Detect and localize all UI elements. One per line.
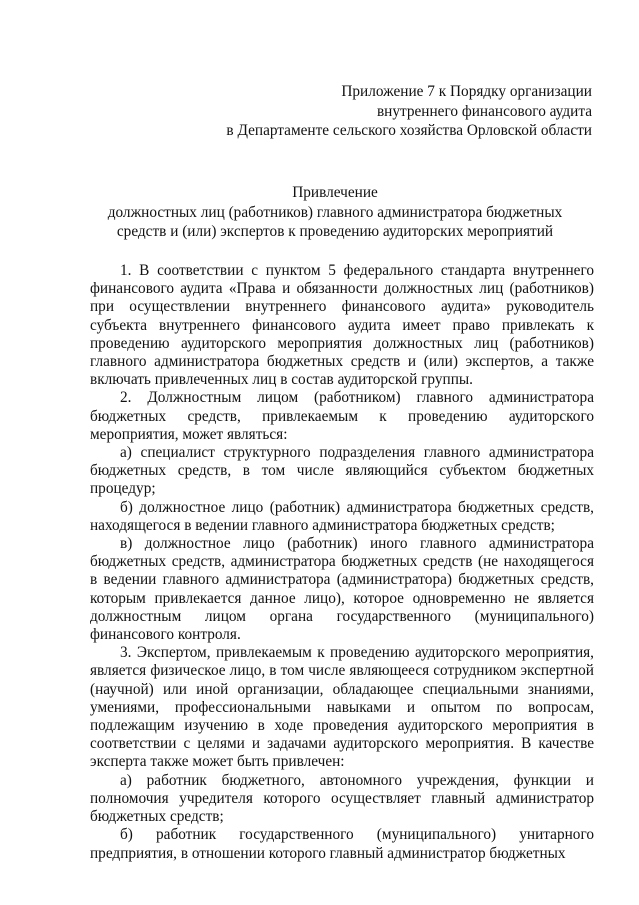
title-line-1: Привлечение — [292, 184, 378, 201]
appendix-header — [172, 82, 592, 141]
paragraph-2a: а) специалист структурного подразделения главного администратора бюджетных средств, в том числе являющийся субъектом бюджетных процедур; — [90, 444, 594, 498]
appendix-line-2: внутреннего финансового аудита — [376, 102, 592, 120]
title-line-2: должностных лиц (работников) главного администратора бюджетных — [107, 203, 563, 221]
paragraph-3: 3. Экспертом, привлекаемым к проведению аудиторского мероприятия, является физическое лицо, в том числе являющееся сотрудником экспертной (научной) или иной организации, обладающее специальными знаниями, умениями, профессиональными навыками и опытом по вопросам, подлежащим изучению в ходе проведения аудиторского мероприятия в соответствии с целями и задачами аудиторского мероприятия. В качестве эксперта также может быть привлечен: — [90, 644, 594, 771]
paragraph-2b: б) должностное лицо (работник) администратора бюджетных средств, находящегося в ведении главного администратора бюджетных средств; — [90, 498, 594, 534]
paragraph-2: 2. Должностным лицом (работником) главного администратора бюджетных средств, привлекаемым к проведению аудиторского мероприятия, может являться: — [90, 389, 594, 443]
paragraph-3b: б) работник государственного (муниципального) унитарного предприятия, в отношении которого главный администратор бюджетных — [90, 826, 594, 862]
document-body — [90, 262, 594, 863]
appendix-line-3: в Департаменте сельского хозяйства Орловской области — [226, 122, 592, 140]
document-title — [95, 183, 575, 242]
appendix-line-1: Приложение 7 к Порядку организации — [341, 83, 592, 100]
paragraph-2c: в) должностное лицо (работник) иного главного администратора бюджетных средств, администратора бюджетных средств (не находящегося в ведении главного администратора (администратора) бюджетных средств, которым привлекается данное лицо), которое одновременно не является должностным лицом органа государственного (муниципального) финансового контроля. — [90, 535, 594, 644]
title-line-3: средств и (или) экспертов к проведению аудиторских мероприятий — [116, 223, 554, 241]
paragraph-1: 1. В соответствии с пунктом 5 федерального стандарта внутреннего финансового аудита «Права и обязанности должностных лиц (работников) при осуществлении внутреннего финансового аудита» руководитель субъекта внутреннего финансового аудита имеет право привлекать к проведению аудиторского мероприятия должностных лиц (работников) главного администратора бюджетных средств и (или) экспертов, а также включать привлеченных лиц в состав аудиторской группы. — [90, 262, 594, 389]
paragraph-3a: а) работник бюджетного, автономного учреждения, функции и полномочия учредителя которого осуществляет главный администратор бюджетных средств; — [90, 771, 594, 826]
